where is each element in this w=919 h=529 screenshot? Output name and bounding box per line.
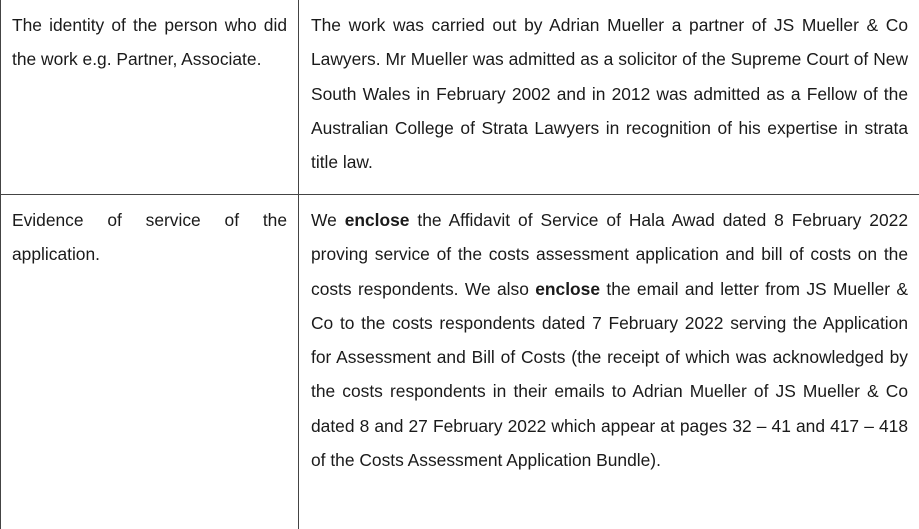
table-row bbox=[0, 195, 919, 529]
row-label-service-evidence: Evidence of service of the application. bbox=[12, 210, 287, 265]
row-label-identity: The identity of the person who did the work e.g. Partner, Associate. bbox=[12, 15, 287, 70]
table-row bbox=[0, 0, 919, 195]
row-content-identity: The work was carried out by Adrian Mueller a partner of JS Mueller & Co Lawyers. Mr Mueller was admitted as a solicitor of the Supreme Court of New South Wales in February 2002 and in 2012 was admitted as a Fellow of the Australian College of Strata Lawyers in recognition of his expertise in strata title law. bbox=[311, 15, 908, 173]
row-content-service-evidence bbox=[311, 203, 908, 477]
content-text: the email and letter from JS Mueller & Co to the costs respondents dated 7 February 2022 serving the Application for Assessment and Bill of Costs (the receipt of which was acknowledged by the costs respondents in their emails to Adrian Mueller of JS Mueller & Co dated 8 and 27 February 2022 which appear at pages 32 – 41 and 417 – 418 of the Costs Assessment Application Bundle). bbox=[311, 278, 908, 471]
enclose-emphasis: enclose bbox=[344, 210, 410, 230]
content-text: the Affidavit of Service of Hala Awad dated 8 February 2022 proving service of the costs assessment application and bill of costs on the costs respondents. We also bbox=[311, 210, 908, 299]
content-text: We bbox=[311, 210, 345, 230]
enclose-emphasis: enclose bbox=[535, 278, 601, 299]
